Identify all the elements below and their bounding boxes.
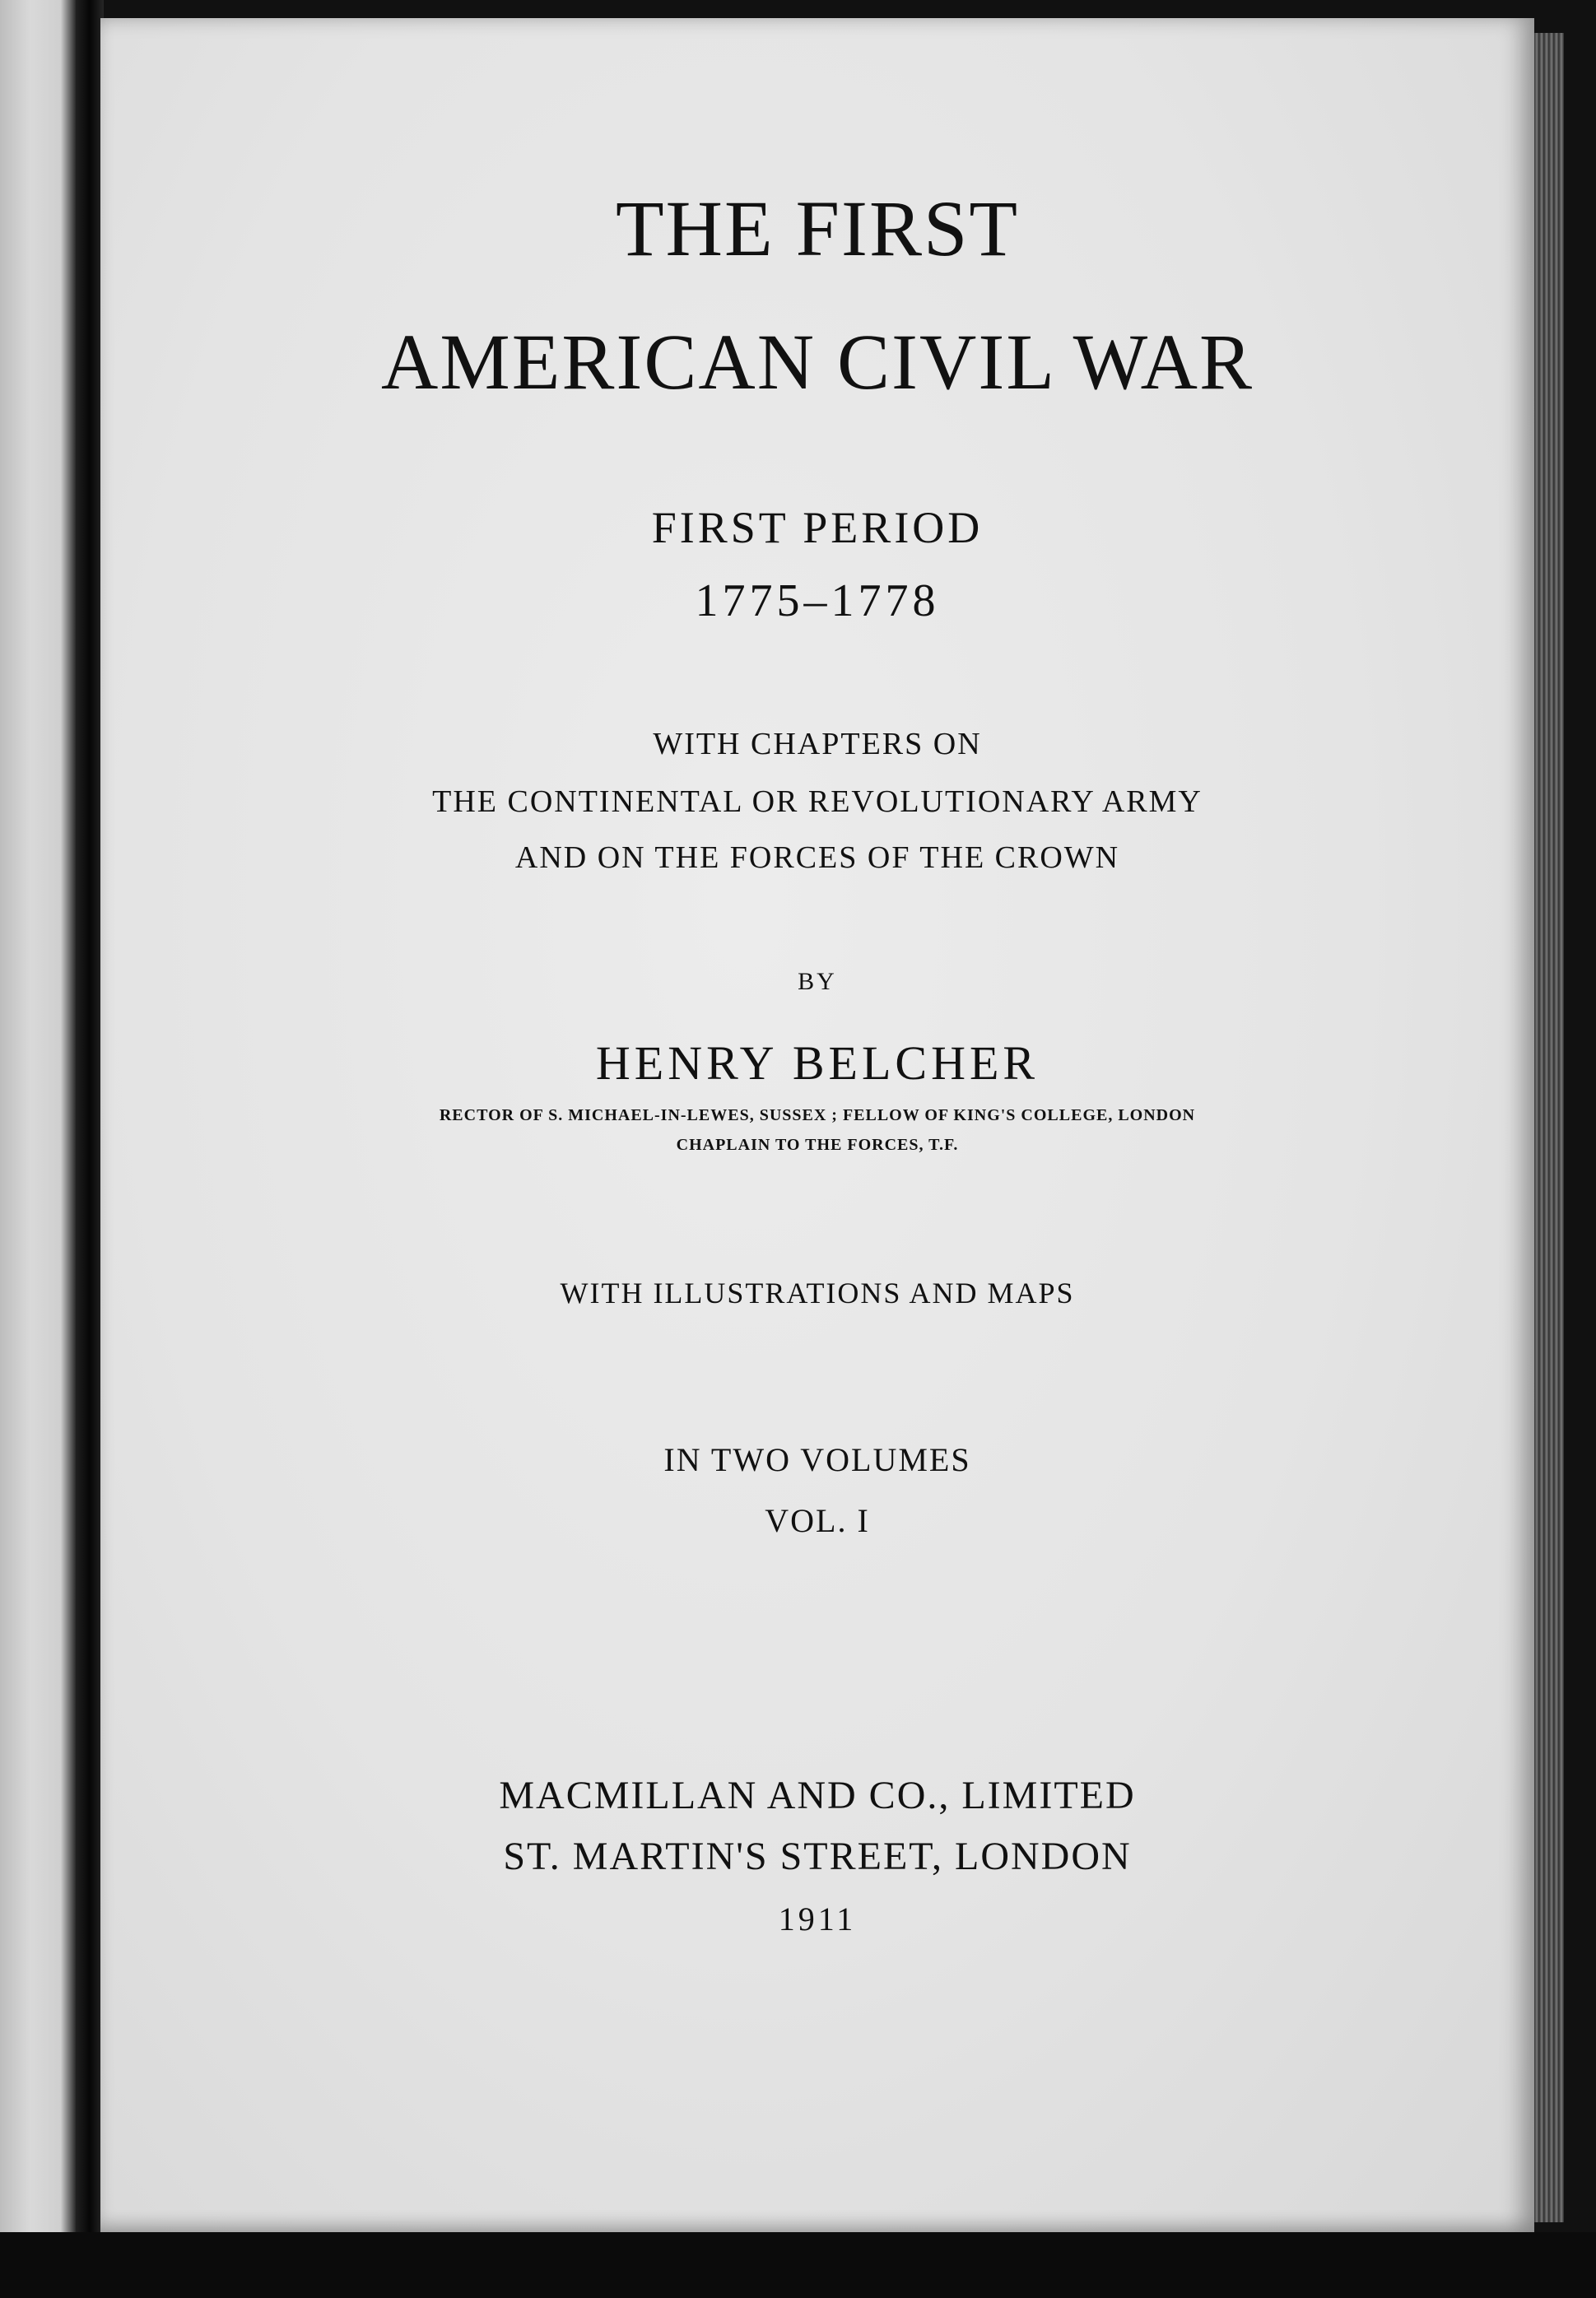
author-credentials-line-2: CHAPLAIN TO THE FORCES, T.F.: [676, 1136, 959, 1154]
period-label: FIRST PERIOD: [651, 503, 984, 552]
subtitle-line-3: AND ON THE FORCES OF THE CROWN: [514, 840, 1120, 875]
publisher-name: MACMILLAN AND CO., LIMITED: [499, 1774, 1136, 1817]
subtitle-line-1: WITH CHAPTERS ON: [653, 727, 982, 761]
publisher-address: ST. MARTIN'S STREET, LONDON: [503, 1835, 1132, 1878]
book-title-line-2: AMERICAN CIVIL WAR: [381, 318, 1254, 406]
subtitle-line-2: THE CONTINENTAL OR REVOLUTIONARY ARMY: [432, 784, 1203, 819]
illustrations-note: WITH ILLUSTRATIONS AND MAPS: [560, 1277, 1075, 1309]
publication-year: 1911: [778, 1900, 857, 1937]
title-page: [100, 18, 1534, 2232]
volumes-note: IN TWO VOLUMES: [663, 1441, 971, 1478]
scan-bottom-border: [0, 2232, 1596, 2298]
author-name: HENRY BELCHER: [595, 1036, 1040, 1090]
page-stack-edge: [1534, 33, 1564, 2222]
title-page-content: [100, 18, 1534, 2232]
volume-number: VOL. I: [765, 1502, 870, 1539]
book-gutter: [76, 0, 104, 2298]
author-credentials-line-1: RECTOR OF S. MICHAEL-IN-LEWES, SUSSEX ; FELLOW OF KING'S COLLEGE, LONDON: [439, 1106, 1196, 1124]
by-label: BY: [798, 968, 837, 995]
period-dates: 1775–1778: [695, 575, 940, 626]
previous-page-edge: [0, 0, 76, 2239]
book-title-line-1: THE FIRST: [615, 184, 1020, 272]
